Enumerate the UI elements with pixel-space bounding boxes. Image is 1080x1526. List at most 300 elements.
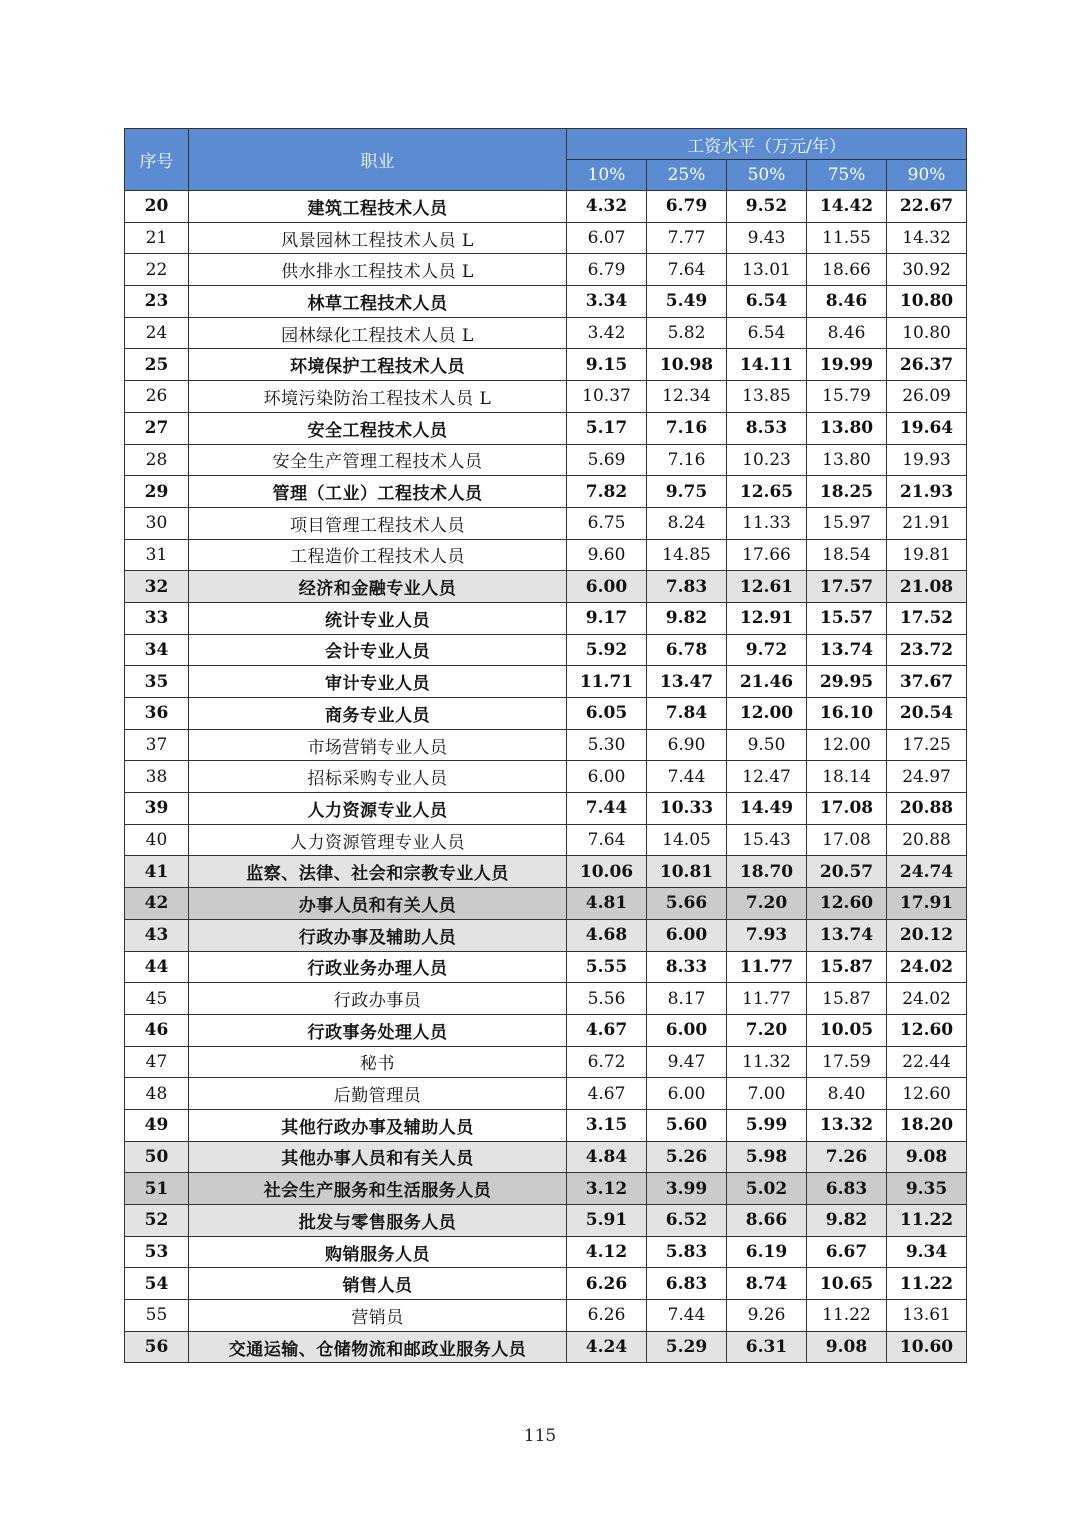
row-wage-p75: 9.08 <box>807 1331 887 1363</box>
row-wage-p90: 21.93 <box>887 476 967 508</box>
row-wage-p25: 8.24 <box>647 507 727 539</box>
row-wage-p10: 4.68 <box>567 919 647 951</box>
row-wage-p50: 7.00 <box>727 1078 807 1110</box>
row-occupation: 行政事务处理人员 <box>189 1014 567 1046</box>
row-seq: 26 <box>125 381 189 413</box>
table-row <box>125 1173 967 1205</box>
row-wage-p90: 14.32 <box>887 222 967 254</box>
row-occupation: 社会生产服务和生活服务人员 <box>189 1173 567 1205</box>
row-wage-p90: 19.93 <box>887 444 967 476</box>
row-wage-p90: 22.67 <box>887 191 967 223</box>
row-wage-p10: 6.07 <box>567 222 647 254</box>
row-wage-p10: 3.42 <box>567 317 647 349</box>
row-wage-p25: 10.98 <box>647 349 727 381</box>
row-wage-p25: 9.75 <box>647 476 727 508</box>
row-wage-p50: 7.93 <box>727 919 807 951</box>
row-wage-p10: 7.82 <box>567 476 647 508</box>
row-wage-p50: 9.43 <box>727 222 807 254</box>
row-wage-p10: 6.26 <box>567 1300 647 1332</box>
table-row <box>125 856 967 888</box>
row-occupation: 批发与零售服务人员 <box>189 1205 567 1237</box>
row-wage-p75: 9.82 <box>807 1205 887 1237</box>
row-wage-p90: 21.91 <box>887 507 967 539</box>
table-row <box>125 1236 967 1268</box>
row-occupation: 购销服务人员 <box>189 1236 567 1268</box>
row-wage-p75: 8.40 <box>807 1078 887 1110</box>
row-wage-p75: 7.26 <box>807 1141 887 1173</box>
row-wage-p10: 3.34 <box>567 286 647 318</box>
row-wage-p75: 15.97 <box>807 507 887 539</box>
row-wage-p75: 17.57 <box>807 571 887 603</box>
row-wage-p25: 5.83 <box>647 1236 727 1268</box>
row-occupation: 经济和金融专业人员 <box>189 571 567 603</box>
table-row <box>125 286 967 318</box>
row-wage-p50: 8.66 <box>727 1205 807 1237</box>
row-wage-p50: 11.77 <box>727 983 807 1015</box>
row-wage-p25: 8.17 <box>647 983 727 1015</box>
row-wage-p75: 8.46 <box>807 317 887 349</box>
wage-table <box>124 128 967 1363</box>
row-wage-p25: 7.77 <box>647 222 727 254</box>
row-wage-p50: 12.91 <box>727 602 807 634</box>
row-wage-p50: 5.98 <box>727 1141 807 1173</box>
table-row <box>125 793 967 825</box>
row-wage-p25: 5.26 <box>647 1141 727 1173</box>
row-wage-p50: 12.65 <box>727 476 807 508</box>
row-occupation: 商务专业人员 <box>189 698 567 730</box>
row-wage-p75: 13.80 <box>807 412 887 444</box>
row-wage-p10: 6.05 <box>567 698 647 730</box>
table-row <box>125 951 967 983</box>
row-wage-p90: 12.60 <box>887 1078 967 1110</box>
row-wage-p75: 6.67 <box>807 1236 887 1268</box>
row-seq: 54 <box>125 1268 189 1300</box>
row-wage-p50: 7.20 <box>727 1014 807 1046</box>
row-wage-p75: 11.22 <box>807 1300 887 1332</box>
row-wage-p10: 5.92 <box>567 634 647 666</box>
row-wage-p75: 15.87 <box>807 951 887 983</box>
table-row <box>125 476 967 508</box>
table-row <box>125 761 967 793</box>
row-wage-p90: 20.54 <box>887 698 967 730</box>
table-row <box>125 983 967 1015</box>
row-wage-p90: 10.60 <box>887 1331 967 1363</box>
row-seq: 32 <box>125 571 189 603</box>
row-occupation: 建筑工程技术人员 <box>189 191 567 223</box>
row-seq: 45 <box>125 983 189 1015</box>
row-wage-p75: 18.54 <box>807 539 887 571</box>
row-wage-p10: 5.69 <box>567 444 647 476</box>
row-wage-p25: 9.82 <box>647 602 727 634</box>
row-wage-p25: 7.16 <box>647 444 727 476</box>
row-wage-p90: 20.88 <box>887 793 967 825</box>
row-occupation: 管理（工业）工程技术人员 <box>189 476 567 508</box>
table-row <box>125 254 967 286</box>
row-seq: 46 <box>125 1014 189 1046</box>
table-row <box>125 317 967 349</box>
row-wage-p75: 8.46 <box>807 286 887 318</box>
header-p50: 50% <box>727 160 807 191</box>
row-seq: 37 <box>125 729 189 761</box>
row-wage-p90: 26.09 <box>887 381 967 413</box>
row-occupation: 项目管理工程技术人员 <box>189 507 567 539</box>
row-wage-p25: 6.78 <box>647 634 727 666</box>
row-wage-p50: 11.32 <box>727 1046 807 1078</box>
row-wage-p90: 13.61 <box>887 1300 967 1332</box>
row-seq: 47 <box>125 1046 189 1078</box>
row-wage-p75: 16.10 <box>807 698 887 730</box>
row-occupation: 营销员 <box>189 1300 567 1332</box>
row-seq: 55 <box>125 1300 189 1332</box>
row-wage-p10: 9.15 <box>567 349 647 381</box>
row-wage-p10: 9.17 <box>567 602 647 634</box>
table-row <box>125 1014 967 1046</box>
row-seq: 38 <box>125 761 189 793</box>
row-occupation: 统计专业人员 <box>189 602 567 634</box>
table-row <box>125 1141 967 1173</box>
table-row <box>125 1109 967 1141</box>
header-p90: 90% <box>887 160 967 191</box>
row-wage-p10: 6.00 <box>567 761 647 793</box>
row-wage-p75: 13.74 <box>807 919 887 951</box>
header-wage-group: 工资水平（万元/年） <box>567 129 967 160</box>
row-wage-p75: 17.08 <box>807 824 887 856</box>
row-seq: 29 <box>125 476 189 508</box>
row-occupation: 招标采购专业人员 <box>189 761 567 793</box>
row-occupation: 林草工程技术人员 <box>189 286 567 318</box>
row-wage-p25: 7.16 <box>647 412 727 444</box>
row-wage-p25: 7.44 <box>647 761 727 793</box>
row-wage-p25: 5.66 <box>647 888 727 920</box>
row-seq: 30 <box>125 507 189 539</box>
row-wage-p90: 17.91 <box>887 888 967 920</box>
table-row <box>125 222 967 254</box>
row-wage-p50: 11.33 <box>727 507 807 539</box>
row-wage-p50: 12.61 <box>727 571 807 603</box>
row-occupation: 行政办事员 <box>189 983 567 1015</box>
row-wage-p25: 6.52 <box>647 1205 727 1237</box>
row-seq: 31 <box>125 539 189 571</box>
row-wage-p90: 26.37 <box>887 349 967 381</box>
row-wage-p75: 12.60 <box>807 888 887 920</box>
row-wage-p50: 7.20 <box>727 888 807 920</box>
row-occupation: 人力资源专业人员 <box>189 793 567 825</box>
row-wage-p10: 10.37 <box>567 381 647 413</box>
row-seq: 51 <box>125 1173 189 1205</box>
row-wage-p90: 17.52 <box>887 602 967 634</box>
table-row <box>125 1268 967 1300</box>
row-wage-p75: 14.42 <box>807 191 887 223</box>
header-p10: 10% <box>567 160 647 191</box>
row-wage-p90: 24.74 <box>887 856 967 888</box>
header-p75: 75% <box>807 160 887 191</box>
table-header <box>125 129 967 191</box>
row-wage-p90: 9.35 <box>887 1173 967 1205</box>
row-wage-p75: 15.57 <box>807 602 887 634</box>
row-wage-p50: 6.54 <box>727 286 807 318</box>
row-wage-p90: 9.34 <box>887 1236 967 1268</box>
table-row <box>125 1046 967 1078</box>
table-row <box>125 539 967 571</box>
row-wage-p90: 24.02 <box>887 951 967 983</box>
table-row <box>125 729 967 761</box>
table-body <box>125 191 967 1363</box>
row-seq: 34 <box>125 634 189 666</box>
row-wage-p25: 9.47 <box>647 1046 727 1078</box>
row-wage-p75: 13.80 <box>807 444 887 476</box>
table-row <box>125 824 967 856</box>
row-wage-p75: 19.99 <box>807 349 887 381</box>
row-wage-p10: 11.71 <box>567 666 647 698</box>
row-seq: 41 <box>125 856 189 888</box>
row-occupation: 办事人员和有关人员 <box>189 888 567 920</box>
row-wage-p25: 10.33 <box>647 793 727 825</box>
row-wage-p50: 18.70 <box>727 856 807 888</box>
row-seq: 43 <box>125 919 189 951</box>
row-wage-p75: 18.25 <box>807 476 887 508</box>
row-wage-p90: 18.20 <box>887 1109 967 1141</box>
table-row <box>125 349 967 381</box>
row-occupation: 后勤管理员 <box>189 1078 567 1110</box>
header-occupation: 职业 <box>189 129 567 191</box>
row-seq: 36 <box>125 698 189 730</box>
row-seq: 56 <box>125 1331 189 1363</box>
table-row <box>125 888 967 920</box>
row-wage-p90: 24.02 <box>887 983 967 1015</box>
table-row <box>125 602 967 634</box>
row-wage-p10: 7.64 <box>567 824 647 856</box>
row-wage-p75: 29.95 <box>807 666 887 698</box>
page-number: 115 <box>523 1426 557 1446</box>
row-wage-p50: 6.54 <box>727 317 807 349</box>
row-wage-p10: 5.91 <box>567 1205 647 1237</box>
row-wage-p90: 12.60 <box>887 1014 967 1046</box>
row-wage-p50: 8.74 <box>727 1268 807 1300</box>
row-occupation: 其他行政办事及辅助人员 <box>189 1109 567 1141</box>
row-wage-p90: 23.72 <box>887 634 967 666</box>
header-p25: 25% <box>647 160 727 191</box>
table-row <box>125 444 967 476</box>
table-row <box>125 634 967 666</box>
row-wage-p90: 21.08 <box>887 571 967 603</box>
row-wage-p75: 15.79 <box>807 381 887 413</box>
row-wage-p25: 7.44 <box>647 1300 727 1332</box>
row-occupation: 安全工程技术人员 <box>189 412 567 444</box>
row-wage-p25: 14.85 <box>647 539 727 571</box>
row-wage-p10: 6.72 <box>567 1046 647 1078</box>
row-wage-p90: 22.44 <box>887 1046 967 1078</box>
row-wage-p25: 6.00 <box>647 919 727 951</box>
row-wage-p10: 6.79 <box>567 254 647 286</box>
row-seq: 23 <box>125 286 189 318</box>
row-wage-p10: 5.17 <box>567 412 647 444</box>
row-wage-p50: 12.47 <box>727 761 807 793</box>
row-seq: 48 <box>125 1078 189 1110</box>
row-seq: 49 <box>125 1109 189 1141</box>
row-occupation: 人力资源管理专业人员 <box>189 824 567 856</box>
table-row <box>125 412 967 444</box>
header-seq: 序号 <box>125 129 189 191</box>
row-wage-p75: 17.08 <box>807 793 887 825</box>
row-wage-p25: 6.83 <box>647 1268 727 1300</box>
row-wage-p75: 20.57 <box>807 856 887 888</box>
row-wage-p90: 10.80 <box>887 286 967 318</box>
row-occupation: 园林绿化工程技术人员 L <box>189 317 567 349</box>
row-wage-p50: 14.49 <box>727 793 807 825</box>
row-wage-p25: 5.82 <box>647 317 727 349</box>
row-wage-p10: 3.12 <box>567 1173 647 1205</box>
table-row <box>125 381 967 413</box>
row-occupation: 交通运输、仓储物流和邮政业服务人员 <box>189 1331 567 1363</box>
table-row <box>125 1331 967 1363</box>
row-occupation: 行政办事及辅助人员 <box>189 919 567 951</box>
row-wage-p90: 11.22 <box>887 1268 967 1300</box>
row-seq: 28 <box>125 444 189 476</box>
table-row <box>125 191 967 223</box>
row-wage-p75: 12.00 <box>807 729 887 761</box>
row-wage-p50: 13.85 <box>727 381 807 413</box>
table-row <box>125 1300 967 1332</box>
row-wage-p25: 6.00 <box>647 1014 727 1046</box>
row-wage-p25: 14.05 <box>647 824 727 856</box>
row-wage-p10: 9.60 <box>567 539 647 571</box>
table-row <box>125 1205 967 1237</box>
table-row <box>125 571 967 603</box>
row-wage-p50: 6.31 <box>727 1331 807 1363</box>
row-wage-p10: 4.32 <box>567 191 647 223</box>
table-row <box>125 1078 967 1110</box>
row-wage-p10: 5.56 <box>567 983 647 1015</box>
row-wage-p10: 10.06 <box>567 856 647 888</box>
row-occupation: 环境保护工程技术人员 <box>189 349 567 381</box>
row-wage-p90: 17.25 <box>887 729 967 761</box>
table-row <box>125 698 967 730</box>
table-row <box>125 507 967 539</box>
row-wage-p10: 4.67 <box>567 1014 647 1046</box>
row-wage-p50: 11.77 <box>727 951 807 983</box>
row-seq: 27 <box>125 412 189 444</box>
row-wage-p25: 3.99 <box>647 1173 727 1205</box>
row-wage-p50: 9.50 <box>727 729 807 761</box>
row-wage-p75: 18.14 <box>807 761 887 793</box>
row-wage-p90: 30.92 <box>887 254 967 286</box>
row-seq: 35 <box>125 666 189 698</box>
row-wage-p50: 13.01 <box>727 254 807 286</box>
row-wage-p25: 12.34 <box>647 381 727 413</box>
row-wage-p90: 37.67 <box>887 666 967 698</box>
row-seq: 33 <box>125 602 189 634</box>
row-occupation: 行政业务办理人员 <box>189 951 567 983</box>
row-wage-p10: 4.84 <box>567 1141 647 1173</box>
row-occupation: 其他办事人员和有关人员 <box>189 1141 567 1173</box>
row-wage-p90: 20.88 <box>887 824 967 856</box>
row-wage-p90: 9.08 <box>887 1141 967 1173</box>
row-wage-p50: 12.00 <box>727 698 807 730</box>
row-occupation: 审计专业人员 <box>189 666 567 698</box>
row-wage-p50: 8.53 <box>727 412 807 444</box>
row-wage-p10: 4.12 <box>567 1236 647 1268</box>
row-wage-p50: 14.11 <box>727 349 807 381</box>
row-wage-p50: 9.26 <box>727 1300 807 1332</box>
row-wage-p50: 17.66 <box>727 539 807 571</box>
row-wage-p90: 11.22 <box>887 1205 967 1237</box>
row-wage-p10: 4.81 <box>567 888 647 920</box>
row-wage-p10: 3.15 <box>567 1109 647 1141</box>
row-wage-p25: 7.84 <box>647 698 727 730</box>
row-seq: 44 <box>125 951 189 983</box>
row-seq: 21 <box>125 222 189 254</box>
row-occupation: 供水排水工程技术人员 L <box>189 254 567 286</box>
row-wage-p50: 10.23 <box>727 444 807 476</box>
row-wage-p75: 13.74 <box>807 634 887 666</box>
row-wage-p50: 9.72 <box>727 634 807 666</box>
row-wage-p25: 5.49 <box>647 286 727 318</box>
row-wage-p25: 6.79 <box>647 191 727 223</box>
row-wage-p75: 17.59 <box>807 1046 887 1078</box>
row-seq: 50 <box>125 1141 189 1173</box>
table-row <box>125 666 967 698</box>
row-wage-p10: 5.30 <box>567 729 647 761</box>
row-wage-p90: 24.97 <box>887 761 967 793</box>
row-wage-p10: 6.26 <box>567 1268 647 1300</box>
row-wage-p50: 21.46 <box>727 666 807 698</box>
row-wage-p25: 5.60 <box>647 1109 727 1141</box>
row-seq: 40 <box>125 824 189 856</box>
row-wage-p75: 13.32 <box>807 1109 887 1141</box>
row-wage-p50: 5.99 <box>727 1109 807 1141</box>
row-wage-p75: 10.05 <box>807 1014 887 1046</box>
row-seq: 52 <box>125 1205 189 1237</box>
row-occupation: 监察、法律、社会和宗教专业人员 <box>189 856 567 888</box>
row-wage-p10: 5.55 <box>567 951 647 983</box>
row-wage-p50: 9.52 <box>727 191 807 223</box>
row-wage-p10: 6.00 <box>567 571 647 603</box>
row-occupation: 会计专业人员 <box>189 634 567 666</box>
row-wage-p75: 10.65 <box>807 1268 887 1300</box>
row-wage-p25: 5.29 <box>647 1331 727 1363</box>
row-wage-p75: 15.87 <box>807 983 887 1015</box>
row-wage-p25: 13.47 <box>647 666 727 698</box>
row-occupation: 安全生产管理工程技术人员 <box>189 444 567 476</box>
row-wage-p90: 19.64 <box>887 412 967 444</box>
row-seq: 20 <box>125 191 189 223</box>
row-wage-p90: 20.12 <box>887 919 967 951</box>
table-row <box>125 919 967 951</box>
row-wage-p10: 6.75 <box>567 507 647 539</box>
row-wage-p25: 8.33 <box>647 951 727 983</box>
row-seq: 25 <box>125 349 189 381</box>
row-occupation: 秘书 <box>189 1046 567 1078</box>
row-wage-p75: 6.83 <box>807 1173 887 1205</box>
row-wage-p50: 5.02 <box>727 1173 807 1205</box>
row-wage-p10: 4.67 <box>567 1078 647 1110</box>
row-seq: 42 <box>125 888 189 920</box>
row-wage-p25: 6.00 <box>647 1078 727 1110</box>
row-wage-p50: 15.43 <box>727 824 807 856</box>
row-wage-p75: 11.55 <box>807 222 887 254</box>
row-occupation: 环境污染防治工程技术人员 L <box>189 381 567 413</box>
row-wage-p25: 10.81 <box>647 856 727 888</box>
row-wage-p75: 18.66 <box>807 254 887 286</box>
row-seq: 53 <box>125 1236 189 1268</box>
row-wage-p25: 7.83 <box>647 571 727 603</box>
row-seq: 22 <box>125 254 189 286</box>
row-seq: 39 <box>125 793 189 825</box>
row-wage-p10: 7.44 <box>567 793 647 825</box>
row-wage-p90: 10.80 <box>887 317 967 349</box>
row-wage-p90: 19.81 <box>887 539 967 571</box>
row-wage-p10: 4.24 <box>567 1331 647 1363</box>
